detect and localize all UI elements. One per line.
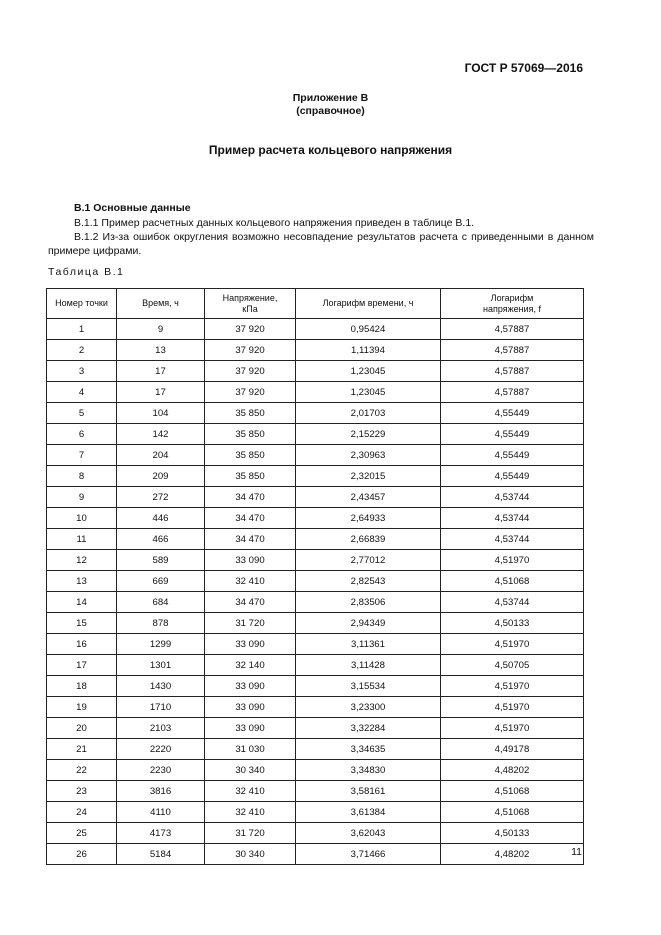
data-table bbox=[46, 288, 584, 865]
table-row bbox=[47, 508, 584, 529]
cell-log-time: 3,34830 bbox=[296, 760, 441, 781]
cell-point: 25 bbox=[47, 823, 117, 844]
table-row bbox=[47, 550, 584, 571]
cell-stress: 32 410 bbox=[205, 571, 296, 592]
cell-time: 204 bbox=[117, 445, 205, 466]
cell-time: 466 bbox=[117, 529, 205, 550]
cell-time: 589 bbox=[117, 550, 205, 571]
cell-time: 13 bbox=[117, 340, 205, 361]
cell-log-time: 1,23045 bbox=[296, 382, 441, 403]
cell-time: 3816 bbox=[117, 781, 205, 802]
cell-stress: 35 850 bbox=[205, 466, 296, 487]
cell-stress: 32 410 bbox=[205, 802, 296, 823]
cell-stress: 30 340 bbox=[205, 844, 296, 865]
cell-point: 22 bbox=[47, 760, 117, 781]
cell-point: 8 bbox=[47, 466, 117, 487]
cell-stress: 37 920 bbox=[205, 361, 296, 382]
cell-time: 209 bbox=[117, 466, 205, 487]
cell-time: 4110 bbox=[117, 802, 205, 823]
cell-stress: 33 090 bbox=[205, 550, 296, 571]
cell-log-stress: 4,55449 bbox=[441, 466, 584, 487]
cell-time: 878 bbox=[117, 613, 205, 634]
cell-log-stress: 4,57887 bbox=[441, 361, 584, 382]
cell-time: 1710 bbox=[117, 697, 205, 718]
cell-point: 13 bbox=[47, 571, 117, 592]
paragraph-1: В.1.1 Пример расчетных данных кольцевого напряжения приведен в таблице В.1. bbox=[74, 217, 475, 229]
cell-log-stress: 4,51970 bbox=[441, 634, 584, 655]
cell-point: 18 bbox=[47, 676, 117, 697]
cell-log-stress: 4,51970 bbox=[441, 550, 584, 571]
header-log-stress bbox=[441, 289, 584, 319]
cell-point: 10 bbox=[47, 508, 117, 529]
cell-time: 1299 bbox=[117, 634, 205, 655]
cell-time: 272 bbox=[117, 487, 205, 508]
cell-log-time: 2,64933 bbox=[296, 508, 441, 529]
cell-point: 7 bbox=[47, 445, 117, 466]
cell-stress: 32 410 bbox=[205, 781, 296, 802]
table-row bbox=[47, 844, 584, 865]
cell-point: 11 bbox=[47, 529, 117, 550]
table-row bbox=[47, 403, 584, 424]
cell-stress: 31 720 bbox=[205, 613, 296, 634]
cell-log-time: 2,43457 bbox=[296, 487, 441, 508]
table-row bbox=[47, 361, 584, 382]
cell-stress: 30 340 bbox=[205, 760, 296, 781]
cell-point: 1 bbox=[47, 319, 117, 340]
cell-log-stress: 4,51068 bbox=[441, 571, 584, 592]
cell-log-stress: 4,51970 bbox=[441, 697, 584, 718]
cell-log-stress: 4,49178 bbox=[441, 739, 584, 760]
cell-stress: 35 850 bbox=[205, 403, 296, 424]
table-row bbox=[47, 466, 584, 487]
cell-time: 684 bbox=[117, 592, 205, 613]
cell-log-time: 3,11428 bbox=[296, 655, 441, 676]
annex-title: Приложение В bbox=[292, 92, 369, 104]
cell-time: 5184 bbox=[117, 844, 205, 865]
cell-log-time: 2,83506 bbox=[296, 592, 441, 613]
cell-log-time: 3,61384 bbox=[296, 802, 441, 823]
cell-log-stress: 4,53744 bbox=[441, 487, 584, 508]
cell-log-stress: 4,50133 bbox=[441, 613, 584, 634]
cell-log-time: 3,58161 bbox=[296, 781, 441, 802]
cell-stress: 31 030 bbox=[205, 739, 296, 760]
cell-stress: 33 090 bbox=[205, 634, 296, 655]
cell-stress: 37 920 bbox=[205, 340, 296, 361]
cell-point: 17 bbox=[47, 655, 117, 676]
annex-subtitle: (справочное) bbox=[296, 105, 365, 117]
table-row bbox=[47, 781, 584, 802]
cell-time: 142 bbox=[117, 424, 205, 445]
table-row bbox=[47, 634, 584, 655]
cell-time: 2220 bbox=[117, 739, 205, 760]
table-row bbox=[47, 592, 584, 613]
table-row bbox=[47, 529, 584, 550]
cell-log-stress: 4,48202 bbox=[441, 844, 584, 865]
annex-heading bbox=[0, 92, 661, 118]
cell-time: 17 bbox=[117, 382, 205, 403]
cell-point: 2 bbox=[47, 340, 117, 361]
cell-log-stress: 4,51970 bbox=[441, 676, 584, 697]
cell-log-time: 3,23300 bbox=[296, 697, 441, 718]
document-id: ГОСТ Р 57069—2016 bbox=[464, 61, 583, 75]
table-row bbox=[47, 382, 584, 403]
cell-stress: 34 470 bbox=[205, 508, 296, 529]
table-row bbox=[47, 676, 584, 697]
table-row bbox=[47, 445, 584, 466]
cell-log-stress: 4,50133 bbox=[441, 823, 584, 844]
cell-log-time: 1,11394 bbox=[296, 340, 441, 361]
table-body bbox=[47, 319, 584, 865]
paragraph-2: В.1.2 Из-за ошибок округления возможно несовпадение результатов расчета с приведенными в данном примере цифрами. bbox=[48, 231, 594, 257]
cell-log-time: 2,66839 bbox=[296, 529, 441, 550]
cell-log-time: 3,15534 bbox=[296, 676, 441, 697]
cell-log-time: 3,62043 bbox=[296, 823, 441, 844]
cell-time: 2103 bbox=[117, 718, 205, 739]
cell-point: 16 bbox=[47, 634, 117, 655]
cell-stress: 34 470 bbox=[205, 487, 296, 508]
header-log-stress-text: Логарифм напряжения, f bbox=[482, 292, 542, 314]
cell-log-time: 3,34635 bbox=[296, 739, 441, 760]
cell-log-stress: 4,55449 bbox=[441, 403, 584, 424]
cell-stress: 31 720 bbox=[205, 823, 296, 844]
cell-point: 19 bbox=[47, 697, 117, 718]
cell-time: 17 bbox=[117, 361, 205, 382]
cell-point: 23 bbox=[47, 781, 117, 802]
table-row bbox=[47, 697, 584, 718]
table-row bbox=[47, 424, 584, 445]
table-row bbox=[47, 319, 584, 340]
cell-log-stress: 4,51068 bbox=[441, 781, 584, 802]
cell-point: 4 bbox=[47, 382, 117, 403]
table-row bbox=[47, 760, 584, 781]
table-row bbox=[47, 739, 584, 760]
cell-log-stress: 4,53744 bbox=[441, 592, 584, 613]
section-heading: В.1 Основные данные bbox=[74, 202, 191, 214]
cell-log-stress: 4,51068 bbox=[441, 802, 584, 823]
table-row bbox=[47, 340, 584, 361]
cell-log-stress: 4,53744 bbox=[441, 529, 584, 550]
cell-log-stress: 4,53744 bbox=[441, 508, 584, 529]
cell-stress: 37 920 bbox=[205, 319, 296, 340]
cell-point: 20 bbox=[47, 718, 117, 739]
table-row bbox=[47, 802, 584, 823]
page-number: 11 bbox=[571, 846, 582, 858]
cell-stress: 35 850 bbox=[205, 445, 296, 466]
table-row bbox=[47, 655, 584, 676]
cell-log-time: 2,15229 bbox=[296, 424, 441, 445]
cell-point: 14 bbox=[47, 592, 117, 613]
cell-log-time: 1,23045 bbox=[296, 361, 441, 382]
cell-point: 21 bbox=[47, 739, 117, 760]
cell-point: 26 bbox=[47, 844, 117, 865]
cell-point: 6 bbox=[47, 424, 117, 445]
cell-point: 24 bbox=[47, 802, 117, 823]
table-row bbox=[47, 823, 584, 844]
cell-time: 9 bbox=[117, 319, 205, 340]
cell-stress: 35 850 bbox=[205, 424, 296, 445]
cell-log-stress: 4,48202 bbox=[441, 760, 584, 781]
table-row bbox=[47, 613, 584, 634]
cell-log-time: 0,95424 bbox=[296, 319, 441, 340]
cell-time: 2230 bbox=[117, 760, 205, 781]
table-row bbox=[47, 718, 584, 739]
cell-log-stress: 4,51970 bbox=[441, 718, 584, 739]
cell-log-time: 3,71466 bbox=[296, 844, 441, 865]
cell-stress: 34 470 bbox=[205, 529, 296, 550]
cell-time: 669 bbox=[117, 571, 205, 592]
example-title: Пример расчета кольцевого напряжения bbox=[208, 143, 453, 157]
cell-time: 1301 bbox=[117, 655, 205, 676]
cell-time: 4173 bbox=[117, 823, 205, 844]
cell-point: 5 bbox=[47, 403, 117, 424]
cell-log-time: 2,82543 bbox=[296, 571, 441, 592]
cell-log-time: 3,32284 bbox=[296, 718, 441, 739]
cell-time: 1430 bbox=[117, 676, 205, 697]
table-caption: Таблица В.1 bbox=[48, 266, 125, 278]
cell-log-stress: 4,57887 bbox=[441, 319, 584, 340]
cell-log-time: 2,30963 bbox=[296, 445, 441, 466]
cell-point: 12 bbox=[47, 550, 117, 571]
cell-stress: 33 090 bbox=[205, 697, 296, 718]
table-row bbox=[47, 487, 584, 508]
cell-log-time: 3,11361 bbox=[296, 634, 441, 655]
cell-stress: 33 090 bbox=[205, 718, 296, 739]
header-point: Номер точки bbox=[47, 289, 117, 319]
table-header-row bbox=[47, 289, 584, 319]
table-row bbox=[47, 571, 584, 592]
cell-log-time: 2,01703 bbox=[296, 403, 441, 424]
header-time: Время, ч bbox=[117, 289, 205, 319]
cell-point: 15 bbox=[47, 613, 117, 634]
cell-log-time: 2,77012 bbox=[296, 550, 441, 571]
header-stress bbox=[205, 289, 296, 319]
cell-log-time: 2,94349 bbox=[296, 613, 441, 634]
cell-stress: 33 090 bbox=[205, 676, 296, 697]
cell-log-stress: 4,57887 bbox=[441, 340, 584, 361]
cell-time: 104 bbox=[117, 403, 205, 424]
cell-log-stress: 4,55449 bbox=[441, 445, 584, 466]
cell-stress: 32 140 bbox=[205, 655, 296, 676]
header-log-time: Логарифм времени, ч bbox=[296, 289, 441, 319]
header-stress-text: Напряжение, кПа bbox=[222, 292, 278, 314]
cell-log-stress: 4,50705 bbox=[441, 655, 584, 676]
cell-point: 3 bbox=[47, 361, 117, 382]
cell-stress: 34 470 bbox=[205, 592, 296, 613]
cell-log-time: 2,32015 bbox=[296, 466, 441, 487]
cell-log-stress: 4,55449 bbox=[441, 424, 584, 445]
cell-log-stress: 4,57887 bbox=[441, 382, 584, 403]
cell-stress: 37 920 bbox=[205, 382, 296, 403]
cell-point: 9 bbox=[47, 487, 117, 508]
cell-time: 446 bbox=[117, 508, 205, 529]
